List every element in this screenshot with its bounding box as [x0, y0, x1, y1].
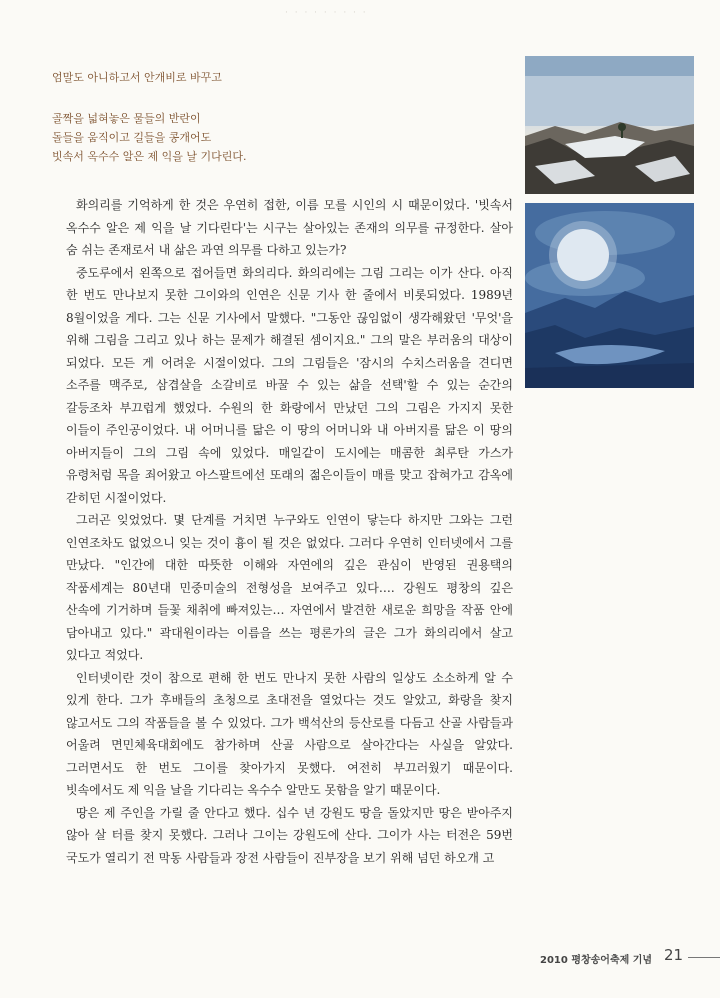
poem-line: 엄말도 아니하고서 안개비로 바꾸고	[52, 71, 222, 84]
paragraph: 땅은 제 주인을 가릴 줄 안다고 했다. 십수 년 강원도 땅을 돌았지만 땅은 받아주지 않아 살 터를 찾지 못했다. 그러나 그이는 강원도에 산다. 그이가 사는 터전은 59번 국도가 열리기 전 막동 사람들과 장전 사람들이 진부장을 보기 위해 넘던 하오개 고	[66, 805, 513, 865]
poem-line: 돌들을 움직이고 길들을 콩개어도	[52, 131, 212, 144]
page-number: 21	[664, 946, 684, 964]
poem-line: 골짝을 넓혀놓은 물들의 반란이	[52, 112, 201, 125]
snowy-landscape-painting	[525, 56, 694, 194]
paragraph: 화의리를 기억하게 한 것은 우연히 접한, 이름 모를 시인의 시 때문이었다. '빗속서 옥수수 알은 제 익을 날 기다린다'는 시구는 살아있는 존재의 의무를 규정한다. 살아 숨 쉬는 존재로서 내 삶은 과연 의무를 다하고 있는가?	[66, 198, 513, 257]
poem-line: 빗속서 옥수수 알은 제 익을 날 기다린다.	[52, 150, 247, 163]
paragraph: 그러곤 잊었었다. 몇 단계를 거치면 누구와도 인연이 닿는다 하지만 그와는 그런 인연조차도 없었으니 잊는 것이 흉이 될 것은 없었다. 그러다 우연히 인터넷에서 그를 만났다. "인간에 대한 따뜻한 이해와 자연에의 깊은 관심이 반영된 권용택의 작품세계는 80년대 민중미술의 전형성을 보여주고 있다…. 강원도 평창의 깊은 산속에 기거하며 들꽃 채취에 빠져있는… 자연에서 발견한 새로운 희망을 작품 안에 담아내고 있다." 곽대원이라는 이름을 쓰는 평론가의 글은 그가 화의리에서 살고 있다고 적었다.	[66, 513, 513, 662]
poem-excerpt	[52, 68, 492, 166]
footer-rule	[688, 957, 720, 958]
full-moon-painting	[525, 203, 694, 388]
header-smudge: · · · · · · · · ·	[285, 8, 368, 18]
article-body	[66, 194, 513, 869]
footer-label: 2010 평창송어축제 기념	[540, 955, 653, 966]
page-footer	[540, 946, 700, 966]
paragraph: 인터넷이란 것이 참으로 편해 한 번도 만나지 못한 사람의 일상도 소소하게 알 수 있게 한다. 그가 후배들의 초청으로 초대전을 열었다는 것도 알았고, 화랑을 찾지 않고서도 그의 작품들을 볼 수 있었다. 그가 백석산의 등산로를 다듬고 산골 사람들과 어울려 면민체육대회에도 참가하며 산골 사람으로 살아간다는 사실을 알았다. 그러면서도 한 번도 그이를 찾아가지 못했다. 여전히 부끄러웠기 때문이다. 빗속에서도 제 익을 날을 기다리는 옥수수 알만도 못함을 알기 때문이다.	[66, 670, 513, 797]
paragraph: 중도루에서 왼쪽으로 접어들면 화의리다. 화의리에는 그림 그리는 이가 산다. 아직 한 번도 만나보지 못한 그이와의 인연은 신문 기사 한 줄에서 비롯되었다. 1989년 8월이었을 게다. 그는 신문 기사에서 말했다. "그동안 끊임없이 생각해왔던 '무엇'을 위해 그림을 그리고 있나 하는 문제가 해결된 셈이지요." 그의 말은 부러움의 대상이 되었다. 모든 게 어려운 시절이었다. 그의 그림들은 '잠시의 수치스러움을 견디면 소주를 맥주로, 삼겹살을 소갈비로 바꿀 수 있는 삶을 선택'할 수 있는 순간의 갈등조차 부끄럽게 했었다. 수원의 한 화랑에서 만났던 그의 그림은 가지지 못한 이들이 주인공이었다. 내 어머니를 닮은 이 땅의 어머니와 내 아버지를 닮은 이 땅의 아버지들이 그의 그림 속에 있었다. 매일같이 도시에는 매콤한 최루탄 가스가 유령처럼 목을 죄어왔고 아스팔트에선 또래의 젊은이들이 매를 맞고 잡혀가고 감옥에 갇히던 시절이었다.	[66, 265, 513, 505]
